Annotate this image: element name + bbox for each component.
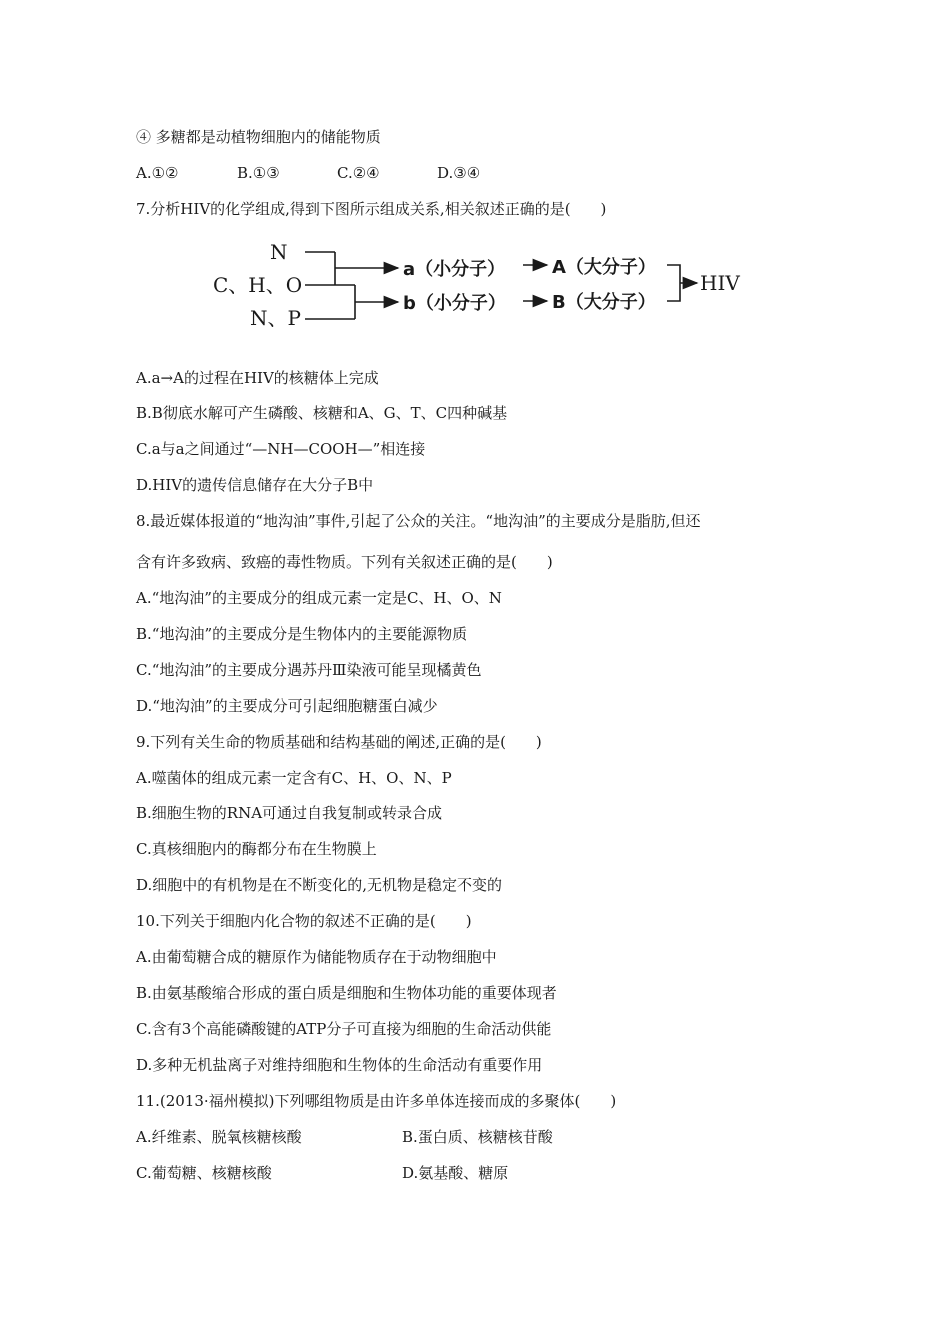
q9-option-a: A.噬菌体的组成元素一定含有C、H、O、N、P bbox=[136, 769, 452, 787]
small-molecule-b: b（小分子） bbox=[403, 293, 506, 314]
q9-stem: 9.下列有关生命的物质基础和结构基础的阐述,正确的是( ) bbox=[136, 733, 542, 751]
q7-option-d: D.HIV的遗传信息储存在大分子B中 bbox=[136, 476, 374, 494]
q8-option-c: C.“地沟油”的主要成分遇苏丹Ⅲ染液可能呈现橘黄色 bbox=[136, 661, 482, 679]
q7-stem: 7.分析HIV的化学组成,得到下图所示组成关系,相关叙述正确的是( ) bbox=[136, 200, 607, 218]
q6-option-a: A.①② bbox=[136, 164, 179, 182]
hiv-bracket bbox=[667, 265, 680, 301]
q7-option-b: B.B彻底水解可产生磷酸、核糖和A、G、T、C四种碱基 bbox=[136, 404, 508, 422]
q8-option-b: B.“地沟油”的主要成分是生物体内的主要能源物质 bbox=[136, 625, 468, 643]
q10-option-b: B.由氨基酸缩合形成的蛋白质是细胞和生物体功能的重要体现者 bbox=[136, 984, 557, 1002]
element-np-label: N、P bbox=[250, 306, 301, 330]
q8-option-d: D.“地沟油”的主要成分可引起细胞糖蛋白减少 bbox=[136, 697, 438, 715]
hiv-label: HIV bbox=[700, 271, 740, 295]
q11-option-c: C.葡萄糖、核糖核酸 bbox=[136, 1164, 272, 1182]
q9-option-d: D.细胞中的有机物是在不断变化的,无机物是稳定不变的 bbox=[136, 876, 503, 894]
q11-option-d: D.氨基酸、糖原 bbox=[402, 1164, 509, 1182]
macromolecule-a: A（大分子） bbox=[552, 257, 656, 278]
q7-option-a: A.a→A的过程在HIV的核糖体上完成 bbox=[136, 369, 379, 387]
q11-option-a: A.纤维素、脱氧核糖核酸 bbox=[136, 1128, 302, 1146]
element-n-label: N bbox=[270, 240, 288, 264]
q9-option-c: C.真核细胞内的酶都分布在生物膜上 bbox=[136, 840, 377, 858]
q10-stem: 10.下列关于细胞内化合物的叙述不正确的是( ) bbox=[136, 912, 472, 930]
q7-option-c: C.a与a之间通过“—NH—COOH—”相连接 bbox=[136, 440, 426, 458]
q11-option-b: B.蛋白质、核糖核苷酸 bbox=[402, 1128, 553, 1146]
q6-option-c: C.②④ bbox=[337, 164, 380, 182]
q10-option-c: C.含有3个高能磷酸键的ATP分子可直接为细胞的生命活动供能 bbox=[136, 1020, 552, 1038]
q6-statement-4: ④ 多糖都是动植物细胞内的储能物质 bbox=[136, 128, 381, 146]
macromolecule-b: B（大分子） bbox=[552, 292, 656, 313]
q8-option-a: A.“地沟油”的主要成分的组成元素一定是C、H、O、N bbox=[136, 589, 502, 607]
q9-option-b: B.细胞生物的RNA可通过自我复制或转录合成 bbox=[136, 804, 443, 822]
q11-stem: 11.(2013·福州模拟)下列哪组物质是由许多单体连接而成的多聚体( ) bbox=[136, 1092, 617, 1110]
q10-option-a: A.由葡萄糖合成的糖原作为储能物质存在于动物细胞中 bbox=[136, 948, 497, 966]
small-molecule-a: a（小分子） bbox=[403, 259, 506, 280]
hiv-composition-diagram bbox=[205, 235, 765, 335]
element-cho-label: C、H、O bbox=[213, 273, 303, 297]
q8-stem-line-1: 8.最近媒体报道的“地沟油”事件,引起了公众的关注。“地沟油”的主要成分是脂肪,但还 bbox=[136, 512, 701, 530]
q10-option-d: D.多种无机盐离子对维持细胞和生物体的生命活动有重要作用 bbox=[136, 1056, 543, 1074]
q6-option-b: B.①③ bbox=[237, 164, 280, 182]
q8-stem-line-2: 含有许多致病、致癌的毒性物质。下列有关叙述正确的是( ) bbox=[136, 553, 553, 571]
q6-option-d: D.③④ bbox=[437, 164, 481, 182]
